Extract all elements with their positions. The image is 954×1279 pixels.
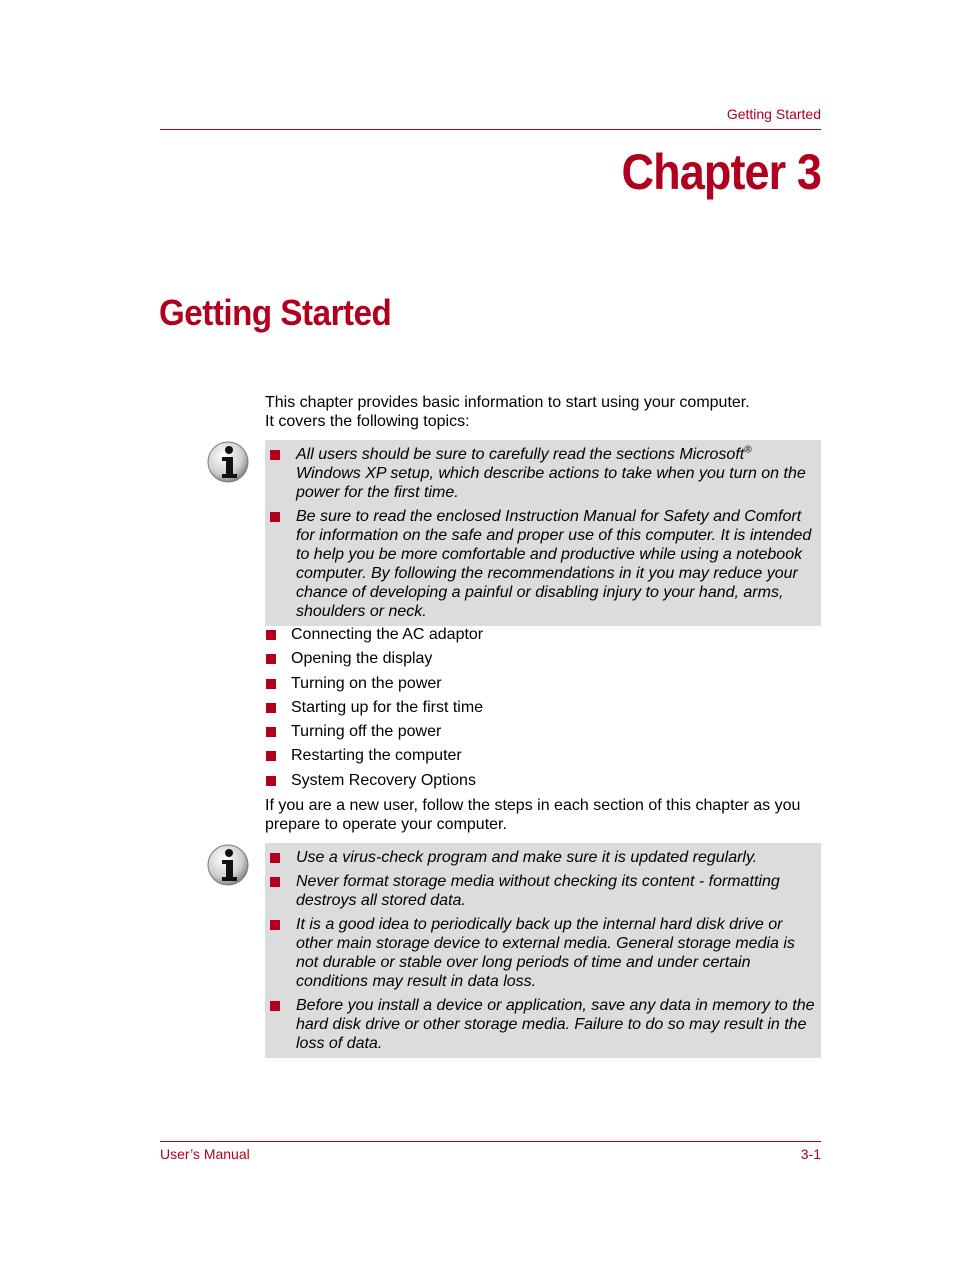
note-box-2 [265,843,821,1058]
note-text: Be sure to read the enclosed Instruction Manual for Safety and Comfort for information on the safe and proper use of this computer. It is intended to help you be more comfortable and productive while using a notebook computer. By following the recommendations in it you may reduce your chance of developing a painful or disabling injury to your hand, arms, shoulders or neck. [296,508,812,620]
note-item [269,996,815,1053]
topic-label: Restarting the computer [291,747,462,765]
followup-paragraph: If you are a new user, follow the steps in each section of this chapter as you prepare to operate your computer. [265,797,801,833]
list-item [265,649,821,673]
list-item [265,722,821,746]
info-icon [207,440,251,484]
topic-label: System Recovery Options [291,771,476,789]
note-item [269,848,815,867]
note-item [269,915,815,991]
topic-label: Turning off the power [291,723,442,741]
topic-label: Starting up for the first time [291,698,484,716]
note-text-part: Windows XP setup, which describe actions to take when you turn on the power for the first time. [296,465,806,501]
note-text: Never format storage media without checking its content - formatting destroys all stored data. [296,873,780,909]
note-item [269,872,815,910]
bullet-square-icon [269,996,296,1053]
note-item [269,445,815,502]
footer-manual-title: User’s Manual [160,1146,250,1162]
list-item [265,746,821,770]
header-rule [160,129,821,130]
info-icon [207,843,251,887]
note-text: Before you install a device or application, save any data in memory to the hard disk drive or other storage media. Failure to do so may result in the loss of data. [296,997,815,1052]
intro-line-1: This chapter provides basic information to start using your computer. [265,394,750,411]
note-text: It is a good idea to periodically back up the internal hard disk drive or other main storage device to external media. General storage media is not durable or stable over long periods of time and under certain conditions may result in data loss. [296,916,795,990]
registered-mark: ® [744,444,752,456]
footer-rule [160,1141,821,1142]
note-text-part: All users should be sure to carefully read the sections Microsoft [296,446,745,463]
running-header: Getting Started [726,106,821,122]
list-item [265,674,821,698]
list-item [265,625,821,649]
topic-label: Connecting the AC adaptor [291,626,484,643]
bullet-square-icon [269,507,296,621]
list-item [265,771,821,795]
bullet-square-icon [269,915,296,991]
note-box-1 [265,440,821,626]
bullet-square-icon [269,872,296,910]
page-number: 3-1 [800,1146,821,1162]
chapter-title: Chapter 3 [621,144,821,200]
note-item [269,507,815,621]
note-text: Use a virus-check program and make sure it is updated regularly. [296,849,758,866]
topic-label: Opening the display [291,650,433,668]
bullet-square-icon [269,848,296,867]
bullet-square-icon [269,445,296,502]
topic-label: Turning on the power [291,674,442,692]
intro-line-2: It covers the following topics: [265,413,470,430]
intro-paragraph [265,393,821,431]
section-title: Getting Started [159,292,392,333]
topic-list [265,625,821,795]
list-item [265,698,821,722]
